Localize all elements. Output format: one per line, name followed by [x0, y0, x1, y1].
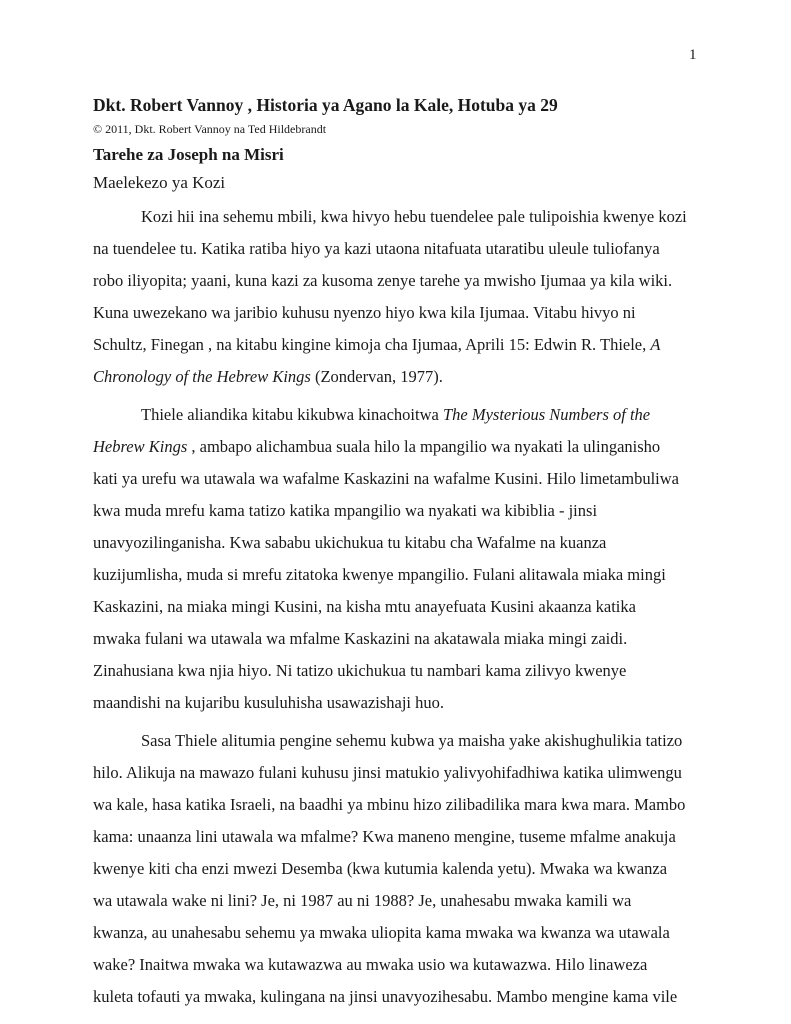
italic-text: Chronology of the Hebrew Kings — [93, 367, 311, 386]
paragraph-line — [93, 821, 705, 853]
paragraph-line — [93, 853, 705, 885]
paragraph-line — [93, 917, 705, 949]
text-segment: kuzijumlisha, muda si mrefu zitatoka kwenye mpangilio. Fulani alitawala miaka mingi — [93, 565, 666, 584]
paragraph-line — [93, 233, 705, 265]
text-segment: robo iliyopita; yaani, kuna kazi za kusoma zenye tarehe ya mwisho Ijumaa ya kila wiki. — [93, 271, 673, 290]
subsection-title: Maelekezo ya Kozi — [93, 173, 226, 192]
paragraph-line — [93, 623, 705, 655]
paragraph-line — [93, 949, 705, 981]
paragraph-line — [93, 399, 705, 431]
paragraph-line — [93, 265, 705, 297]
text-segment: Kozi hii ina sehemu mbili, kwa hivyo hebu tuendelee pale tulipoishia kwenye kozi — [141, 207, 687, 226]
text-segment: , ambapo alichambua suala hilo la mpangilio wa nyakati la ulinganisho — [187, 437, 661, 456]
paragraph — [93, 399, 705, 719]
paragraph — [93, 725, 705, 1013]
text-segment: wa utawala wake ni lini? Je, ni 1987 au ni 1988? Je, unahesabu mwaka kamili wa — [93, 891, 632, 910]
paragraph-line — [93, 655, 705, 687]
text-segment: Kuna uwezekano wa jaribio kuhusu nyenzo hiyo kwa kila Ijumaa. Vitabu hivyo ni — [93, 303, 636, 322]
text-segment: kwanza, au unahesabu sehemu ya mwaka uliopita kama mwaka wa kwanza wa utawala — [93, 923, 670, 942]
paragraph-line — [93, 431, 705, 463]
paragraph-line — [93, 201, 705, 233]
paragraph-line — [93, 361, 705, 393]
text-segment: maandishi na kujaribu kusuluhisha usawazishaji huo. — [93, 693, 445, 712]
page-number: 1 — [689, 47, 697, 63]
paragraph-line — [93, 591, 705, 623]
section-title: Tarehe za Joseph na Misri — [93, 145, 284, 164]
paragraph-line — [93, 463, 705, 495]
paragraph-line — [93, 885, 705, 917]
paragraph-line — [93, 297, 705, 329]
text-segment: hilo. Alikuja na mawazo fulani kuhusu jinsi matukio yalivyohifadhiwa katika ulimwengu — [93, 763, 682, 782]
copyright-notice: © 2011, Dkt. Robert Vannoy na Ted Hildebrandt — [93, 122, 327, 136]
text-segment: wa kale, hasa katika Israeli, na baadhi ya mbinu hizo zilibadilika mara kwa mara. Mambo — [93, 795, 686, 814]
text-segment: na tuendelee tu. Katika ratiba hiyo ya kazi utaona nitafuata utaratibu uleule tuliofanya — [93, 239, 660, 258]
paragraph-line — [93, 527, 705, 559]
paragraph-line — [93, 725, 705, 757]
text-segment: kama: unaanza lini utawala wa mfalme? Kwa maneno mengine, tuseme mfalme anakuja — [93, 827, 676, 846]
document-body — [93, 93, 705, 1013]
text-segment: wake? Inaitwa mwaka wa kutawazwa au mwaka usio wa kutawazwa. Hilo linaweza — [93, 955, 648, 974]
paragraph-line — [93, 789, 705, 821]
text-segment: mwaka fulani wa utawala wa mfalme Kaskazini na akatawala miaka mingi zaidi. — [93, 629, 628, 648]
italic-text: The Mysterious Numbers of the — [442, 405, 651, 424]
text-segment: Kaskazini, na miaka mingi Kusini, na kisha mtu anayefuata Kusini akaanza katika — [93, 597, 636, 616]
paragraph-line — [93, 981, 705, 1013]
text-segment: kwa muda mrefu kama tatizo katika mpangilio wa nyakati wa kibiblia - jinsi — [93, 501, 598, 520]
paragraph — [93, 201, 705, 393]
text-segment: unavyozilinganisha. Kwa sababu ukichukua tu kitabu cha Wafalme na kuanza — [93, 533, 607, 552]
paragraph-line — [93, 687, 705, 719]
text-segment: kati ya urefu wa utawala wa wafalme Kaskazini na wafalme Kusini. Hilo limetambuliwa — [93, 469, 679, 488]
text-segment: kwenye kiti cha enzi mwezi Desemba (kwa kutumia kalenda yetu). Mwaka wa kwanza — [93, 859, 668, 878]
italic-text: Hebrew Kings — [93, 437, 188, 456]
text-segment: Sasa Thiele alitumia pengine sehemu kubwa ya maisha yake akishughulikia tatizo — [141, 731, 683, 750]
text-segment: Zinahusiana kwa njia hiyo. Ni tatizo ukichukua tu nambari kama zilivyo kwenye — [93, 661, 627, 680]
text-segment: (Zondervan, 1977). — [310, 367, 443, 386]
paragraph-line — [93, 757, 705, 789]
paragraph-line — [93, 329, 705, 361]
text-segment: Thiele aliandika kitabu kikubwa kinachoitwa — [141, 405, 443, 424]
text-segment: Schultz, Finegan , na kitabu kingine kimoja cha Ijumaa, Aprili 15: Edwin R. Thiele, — [93, 335, 651, 354]
text-segment: kuleta tofauti ya mwaka, kulingana na jinsi unavyozihesabu. Mambo mengine kama vile — [93, 987, 678, 1006]
italic-text: A — [650, 335, 661, 354]
document-title: Dkt. Robert Vannoy , Historia ya Agano la Kale, Hotuba ya 29 — [93, 95, 558, 115]
paragraph-line — [93, 495, 705, 527]
paragraph-line — [93, 559, 705, 591]
paragraphs — [93, 201, 705, 1013]
